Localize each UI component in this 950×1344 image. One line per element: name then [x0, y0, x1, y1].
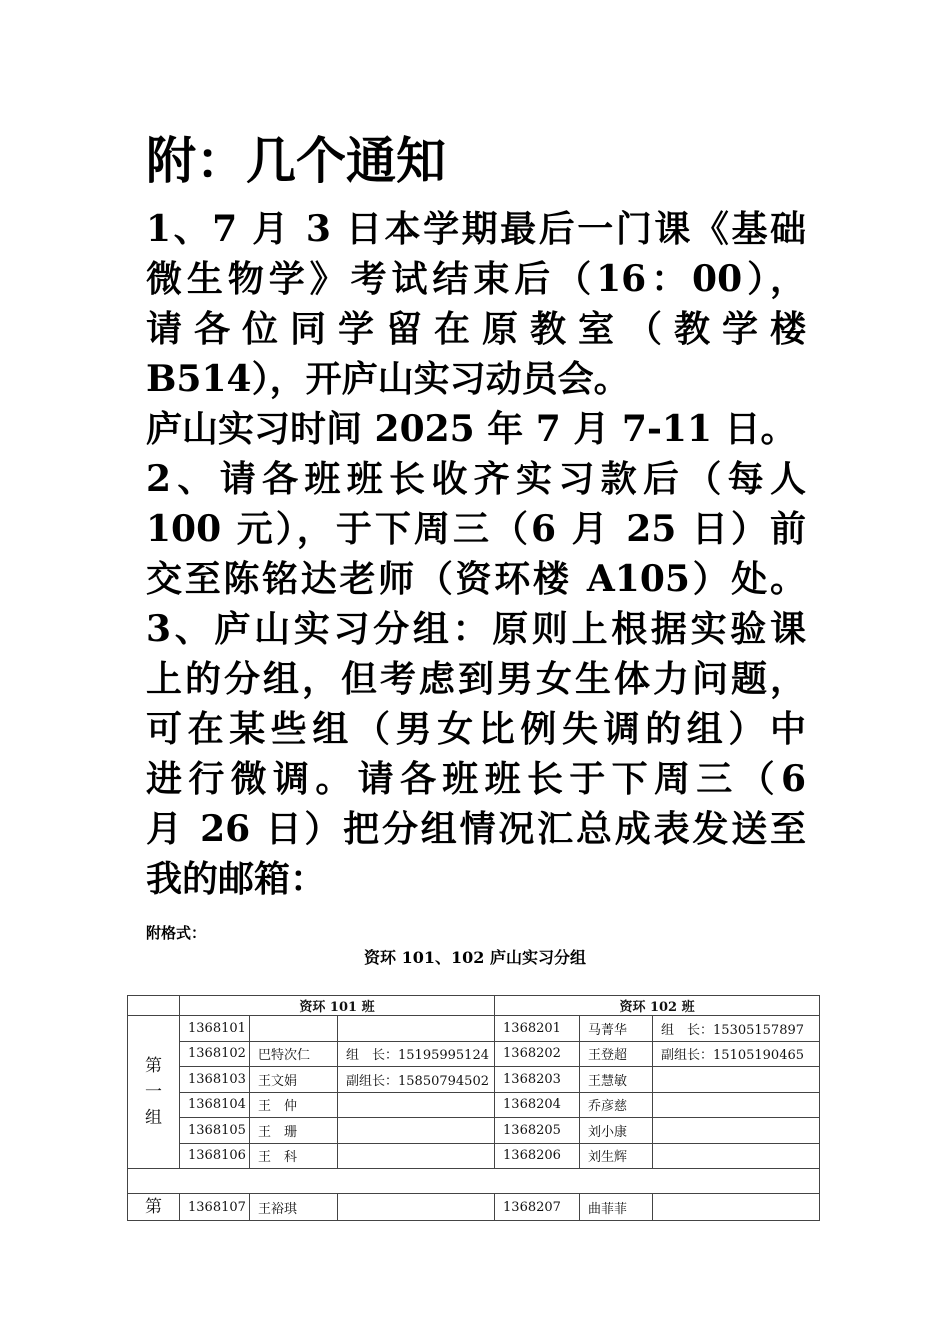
class-header-101: 资环 101 班 — [180, 996, 495, 1016]
notice-line: 我的邮箱： — [146, 858, 327, 900]
notice-title: 附：几个通知 — [146, 131, 446, 190]
notice-line: 上的分组，但考虑到男女生体力问题， — [146, 658, 806, 700]
notice-line: 微生物学》考试结束后（16：00）， — [146, 258, 806, 300]
attachment-label: 附格式： — [146, 924, 207, 942]
role-phone — [338, 1092, 495, 1118]
student-name: 马菁华 — [580, 1016, 653, 1042]
corner-cell — [128, 996, 180, 1016]
role-phone — [338, 1194, 495, 1221]
role-phone — [338, 1118, 495, 1144]
table-row — [128, 1092, 820, 1118]
group-label-cell — [128, 1194, 180, 1221]
notice-line: 交至陈铭达老师（资环楼 A105）处。 — [146, 558, 806, 600]
table-row — [128, 1016, 820, 1042]
class-header-102: 资环 102 班 — [495, 996, 820, 1016]
table-caption: 资环 101、102 庐山实习分组 — [364, 948, 586, 967]
group-label: 第 — [145, 1197, 162, 1217]
student-name: 王登超 — [580, 1041, 653, 1067]
role-phone: 组 长：15195995124 — [338, 1041, 495, 1067]
role-phone — [653, 1092, 820, 1118]
student-name — [250, 1016, 338, 1042]
group-separator — [128, 1169, 820, 1194]
table-row — [128, 1041, 820, 1067]
group-label: 第 一 组 — [145, 1056, 162, 1128]
notice-line: 3、庐山实习分组：原则上根据实验课 — [146, 608, 806, 650]
role-phone — [653, 1067, 820, 1093]
notice-line: 月 26 日）把分组情况汇总成表发送至 — [146, 808, 806, 850]
role-phone: 副组长：15850794502 — [338, 1067, 495, 1093]
student-id: 1368102 — [180, 1041, 250, 1067]
student-name: 巴特次仁 — [250, 1041, 338, 1067]
student-name: 刘生辉 — [580, 1143, 653, 1169]
student-name: 王 科 — [250, 1143, 338, 1169]
role-phone: 副组长：15105190465 — [653, 1041, 820, 1067]
role-phone: 组 长：15305157897 — [653, 1016, 820, 1042]
group-separator-row — [128, 1169, 820, 1194]
student-id: 1368202 — [495, 1041, 580, 1067]
role-phone — [338, 1143, 495, 1169]
notice-line: B514），开庐山实习动员会。 — [146, 358, 630, 400]
table-row — [128, 1118, 820, 1144]
notice-line: 2、请各班班长收齐实习款后（每人 — [146, 458, 806, 500]
student-id: 1368204 — [495, 1092, 580, 1118]
notice-line: 请各位同学留在原教室（教学楼 — [146, 308, 806, 350]
notice-line: 庐山实习时间 2025 年 7 月 7-11 日。 — [146, 408, 797, 450]
student-id: 1368207 — [495, 1194, 580, 1221]
group-label-cell — [128, 1016, 180, 1169]
student-name: 王 珊 — [250, 1118, 338, 1144]
table-row — [128, 1194, 820, 1221]
table-row — [128, 1067, 820, 1093]
student-id: 1368203 — [495, 1067, 580, 1093]
notice-line: 可在某些组（男女比例失调的组）中 — [146, 708, 806, 750]
grouping-table — [127, 995, 819, 1220]
student-id: 1368206 — [495, 1143, 580, 1169]
role-phone — [338, 1016, 495, 1042]
notice-line: 100 元），于下周三（6 月 25 日）前 — [146, 508, 806, 550]
notice-line: 进行微调。请各班班长于下周三（6 — [146, 758, 806, 800]
student-id: 1368201 — [495, 1016, 580, 1042]
student-id: 1368104 — [180, 1092, 250, 1118]
student-id: 1368101 — [180, 1016, 250, 1042]
table-row — [128, 1143, 820, 1169]
student-name: 王 仲 — [250, 1092, 338, 1118]
student-id: 1368107 — [180, 1194, 250, 1221]
role-phone — [653, 1143, 820, 1169]
student-name: 曲菲菲 — [580, 1194, 653, 1221]
student-id: 1368106 — [180, 1143, 250, 1169]
notice-line: 1、7 月 3 日本学期最后一门课《基础 — [146, 208, 806, 250]
role-phone — [653, 1118, 820, 1144]
student-name: 王慧敏 — [580, 1067, 653, 1093]
student-name: 王文娟 — [250, 1067, 338, 1093]
role-phone — [653, 1194, 820, 1221]
student-name: 刘小康 — [580, 1118, 653, 1144]
table-header-row — [128, 996, 820, 1016]
student-id: 1368205 — [495, 1118, 580, 1144]
student-id: 1368105 — [180, 1118, 250, 1144]
student-id: 1368103 — [180, 1067, 250, 1093]
student-name: 王裕琪 — [250, 1194, 338, 1221]
student-name: 乔彦慈 — [580, 1092, 653, 1118]
